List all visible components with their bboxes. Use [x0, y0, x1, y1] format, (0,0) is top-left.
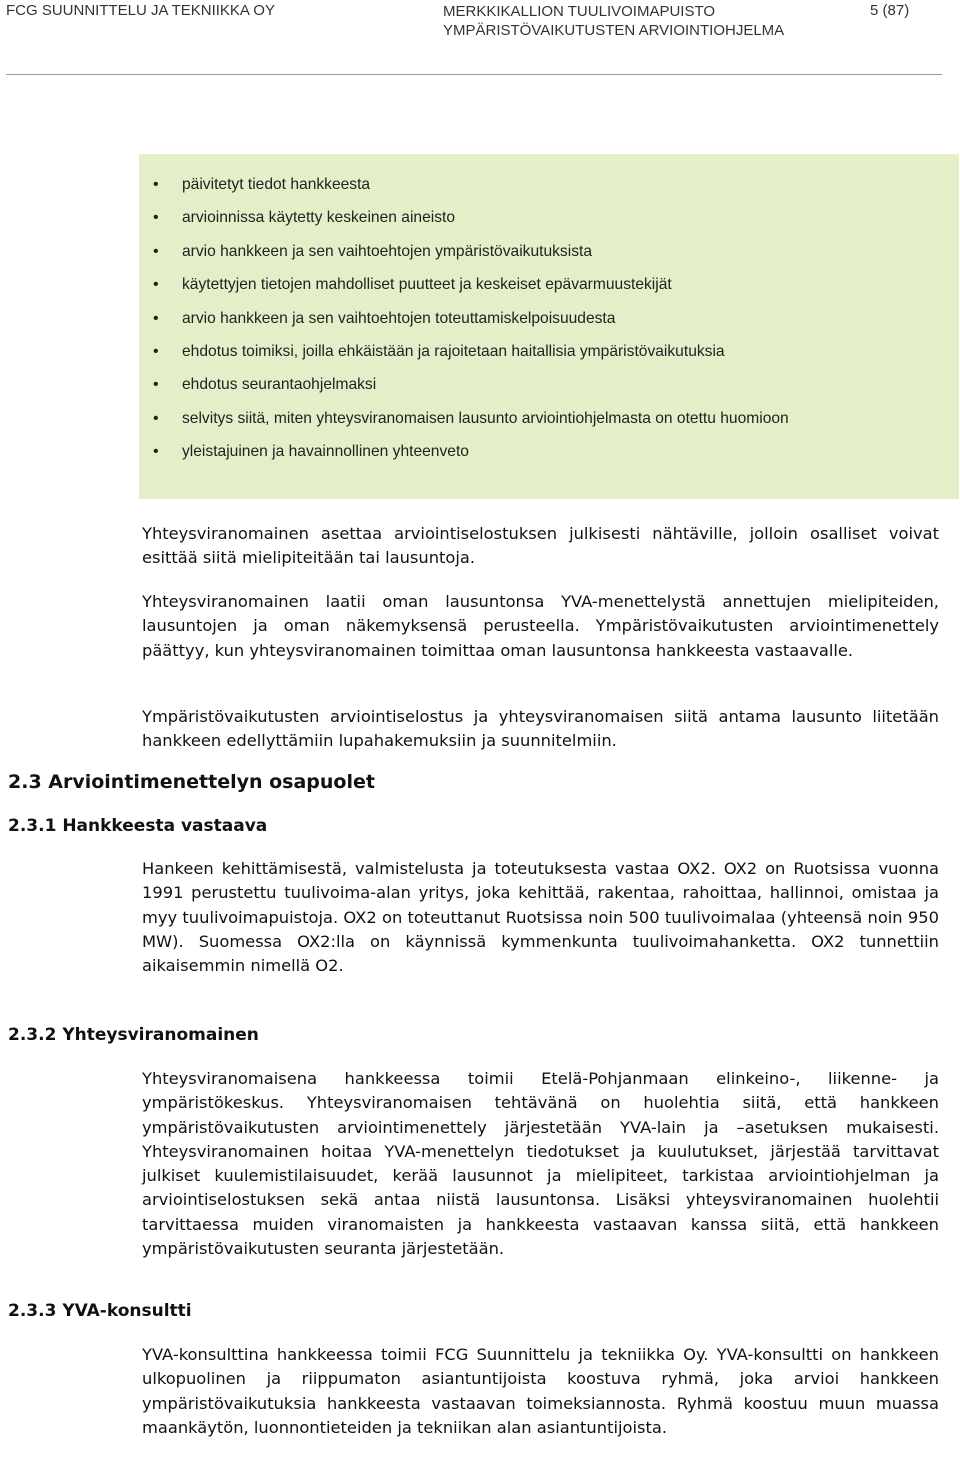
subsection-heading-consultant: 2.3.3 YVA-konsultti	[8, 1301, 192, 1321]
list-item: • ehdotus seurantaohjelmaksi	[139, 372, 959, 405]
list-item: • päivitetyt tiedot hankkeesta	[139, 172, 959, 205]
bullet-icon: •	[153, 409, 159, 427]
bullet-icon: •	[153, 376, 159, 394]
header-document-title: YMPÄRISTÖVAIKUTUSTEN ARVIOINTIOHJELMA	[443, 22, 785, 39]
header-project-title: MERKKIKALLION TUULIVOIMAPUISTO	[443, 3, 716, 20]
section-heading-parties: 2.3 Arviointimenettelyn osapuolet	[8, 771, 375, 793]
contents-bullet-list	[139, 172, 959, 473]
paragraph-public-display: Yhteysviranomainen asettaa arviointiselostuksen julkisesti nähtäville, jolloin osalliset voivat esittää siitä mielipiteitään tai lausuntoja.	[142, 524, 939, 568]
paragraph-authority-statement: Yhteysviranomainen laatii oman lausuntonsa YVA-menettelystä annettujen mielipiteiden, lausuntojen ja oman näkemyksensä perusteella. Ympäristövaikutusten arviointimenettely päättyy, kun yhteysviranomainen toimittaa oman lausuntonsa hankkeesta vastaavalle.	[142, 592, 939, 660]
subsection-heading-developer: 2.3.1 Hankkeesta vastaava	[8, 816, 268, 836]
list-item: • yleistajuinen ja havainnollinen yhteenveto	[139, 439, 959, 472]
paragraph-developer: Hankeen kehittämisestä, valmistelusta ja toteutuksesta vastaa OX2. OX2 on Ruotsissa vuonna 1991 perustettu tuulivoima-alan yritys, joka kehittää, rakentaa, rahoittaa, hallinnoi, omistaa ja myy tuulivoimapuistoja. OX2 on toteuttanut Ruotsissa noin 500 tuulivoimalaa (yhteensä noin 950 MW). Suomessa OX2:lla on käynnissä kymmenkunta tuulivoimahanketta. OX2 tunnettiin aikaisemmin nimellä O2.	[142, 859, 939, 976]
bullet-icon: •	[153, 209, 159, 227]
header-divider	[6, 74, 942, 75]
list-item: • arvioinnissa käytetty keskeinen aineisto	[139, 205, 959, 238]
header-page-number: 5 (87)	[870, 2, 910, 19]
list-item: • arvio hankkeen ja sen vaihtoehtojen ympäristövaikutuksista	[139, 239, 959, 272]
list-item: • arvio hankkeen ja sen vaihtoehtojen toteuttamiskelpoisuudesta	[139, 306, 959, 339]
bullet-icon: •	[153, 242, 159, 260]
bullet-icon: •	[153, 443, 159, 461]
paragraph-consultant: YVA-konsulttina hankkeessa toimii FCG Suunnittelu ja tekniikka Oy. YVA-konsultti on hankkeen ulkopuolinen ja riippumaton asiantuntijoista koostuva ryhmä, joka arvioi hankkeen ympäristövaikutuksia hankkeesta vastaavan toimeksiannosta. Ryhmä koostuu muun muassa maankäytön, luonnontieteiden ja tekniikan alan asiantuntijoista.	[142, 1345, 939, 1437]
list-item: • käytettyjen tietojen mahdolliset puutteet ja keskeiset epävarmuustekijät	[139, 272, 959, 305]
header-project	[443, 2, 784, 40]
subsection-heading-authority: 2.3.2 Yhteysviranomainen	[8, 1025, 259, 1045]
bullet-icon: •	[153, 276, 159, 294]
contents-list-box	[139, 154, 959, 499]
bullet-icon: •	[153, 176, 159, 193]
header-company: FCG SUUNNITTELU JA TEKNIIKKA OY	[6, 2, 275, 19]
paragraph-authority: Yhteysviranomaisena hankkeessa toimii Etelä-Pohjanmaan elinkeino-, liikenne- ja ympäristökeskus. Yhteysviranomaisen tehtävänä on huolehtia siitä, että hankkeen ympäristövaikutusten arviointimenettely järjestetään YVA-lain ja –asetuksen mukaisesti. Yhteysviranomainen hoitaa YVA-menettelyn tiedotukset ja kuulutukset, järjestää tarvittavat julkiset kuulemistilaisuudet, kerää lausunnot ja mielipiteet, tarkistaa arviointiohjelman ja arviointiselostuksen sekä antaa niistä lausuntonsa. Lisäksi yhteysviranomainen huolehtii tarvittaessa muiden viranomaisten ja hankkeesta vastaavan kanssa siitä, että hankkeen ympäristövaikutusten seuranta järjestetään.	[142, 1069, 939, 1259]
bullet-icon: •	[153, 309, 159, 327]
list-item: • selvitys siitä, miten yhteysviranomaisen lausunto arviointiohjelmasta on otettu huomioon	[139, 406, 959, 439]
paragraph-permit-attachment: Ympäristövaikutusten arviointiselostus ja yhteysviranomaisen siitä antama lausunto liitetään hankkeen edellyttämiin lupahakemuksiin ja suunnitelmiin.	[142, 707, 939, 751]
bullet-icon: •	[153, 342, 159, 360]
list-item: • ehdotus toimiksi, joilla ehkäistään ja rajoitetaan haitallisia ympäristövaikutuksia	[139, 339, 959, 372]
